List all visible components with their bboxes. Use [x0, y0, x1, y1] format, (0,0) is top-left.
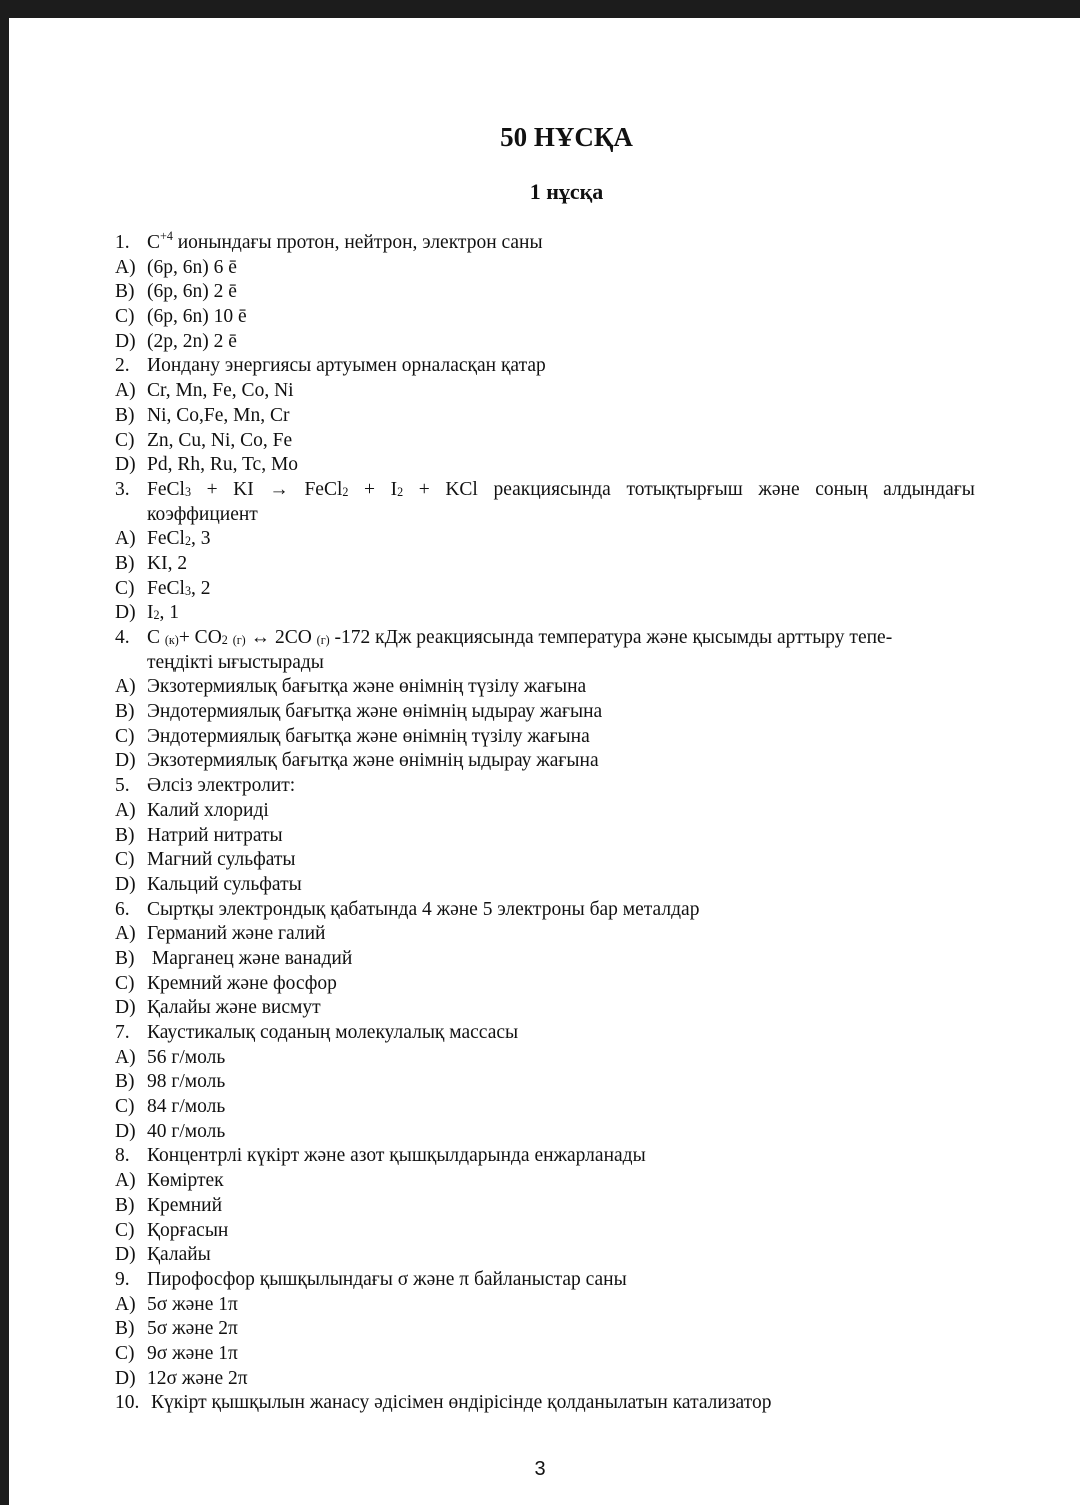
option: B) Марганец және ванадий — [115, 947, 353, 969]
option: C) FeCl$_3$, 2 — [115, 577, 211, 599]
option: A) FeCl$_2$, 3 — [115, 528, 211, 550]
option: D) Экзотермиялық бағытқа және өнімнің ыдырау жағына — [115, 750, 599, 772]
ion-charge: +4 — [160, 229, 173, 243]
question-6: 6. Сыртқы электрондық қабатында 4 және 5 электроны бар металдар — [115, 898, 700, 920]
formula-fecl3: FeCl$_3$ — [147, 478, 191, 500]
question-3: 3. FeCl$_3$ + KI → FeCl$_2$ + $I_2$ + KCl реакциясында тотықтырғыш және соның алдындағы — [115, 478, 975, 503]
option: C) Zn, Cu, Ni, Co, Fe — [115, 429, 293, 451]
option: D) Кальций сульфаты — [115, 873, 302, 895]
page-number: 3 — [534, 1458, 546, 1480]
formula-fecl2: FeCl$_2$ — [304, 478, 349, 500]
question-5: 5. Әлсіз электролит: — [115, 775, 296, 797]
option: C) 84 г/моль — [115, 1096, 226, 1118]
option: A) Көміртек — [115, 1170, 224, 1192]
option: B) 98 г/моль — [115, 1071, 226, 1093]
option: C) (6p, 6n) 10 ē — [115, 306, 247, 328]
variant-subtitle: 1 нұсқа — [529, 179, 604, 204]
option: B) Кремний — [115, 1194, 223, 1216]
question-text: ионындағы протон, нейтрон, электрон саны — [172, 232, 543, 253]
question-1 — [115, 231, 975, 256]
option: D) Pd, Rh, Ru, Tc, Mo — [115, 454, 299, 476]
question-number: 1. — [115, 232, 130, 253]
option: C) Магний сульфаты — [115, 849, 296, 871]
question-2: 2. Иондану энергиясы артуымен орналасқан қатар — [115, 355, 546, 377]
option: C) Кремний және фосфор — [115, 972, 337, 994]
option: B) Натрий нитраты — [115, 824, 283, 846]
question-4: 4. C $_{(к)}+ CO_2$ $_{(г)}$ ↔ 2CO $_{(г)}$ -172 кДж реакциясында температура және қысымды арттыру тепе- — [115, 627, 893, 648]
question-9: 9. Пирофосфор қышқылындағы σ және π байланыстар саны — [115, 1268, 627, 1290]
option: A) 56 г/моль — [115, 1046, 226, 1068]
reaction-line: FeCl$_3$ + KI → FeCl$_2$ + $I_2$ + KCl реакциясында тотықтырғыш және соның алдындағы — [147, 478, 975, 503]
option: C) Қорғасын — [115, 1219, 229, 1241]
option: B) (6p, 6n) 2 ē — [115, 281, 237, 303]
option: C) Эндотермиялық бағытқа және өнімнің түзілу жағына — [115, 725, 590, 747]
document-page — [9, 18, 1080, 1505]
option: D) (2p, 2n) 2 ē — [115, 330, 237, 352]
option: B) Ni, Co,Fe, Mn, Cr — [115, 404, 290, 426]
option: A) Германий және галий — [115, 923, 326, 945]
option: A) Калий хлориді — [115, 799, 269, 821]
page-title: 50 НҰСҚА — [500, 122, 633, 152]
option: D) 12σ және 2π — [115, 1367, 248, 1389]
option: D) $I_2$, 1 — [115, 602, 180, 624]
formula-i2: $I_2$ — [390, 478, 404, 500]
option: A) Cr, Mn, Fe, Co, Ni — [115, 380, 294, 402]
option: B) 5σ және 2π — [115, 1318, 238, 1340]
ion-symbol: C — [147, 232, 161, 253]
question-text: Иондану энергиясы артуымен орналасқан қатар — [147, 355, 546, 377]
question-continuation: коэффициент — [147, 503, 258, 525]
question-8: 8. Концентрлі күкірт және азот қышқылдарында енжарланады — [115, 1145, 646, 1167]
option: D) Қалайы — [115, 1244, 211, 1266]
question-continuation: теңдікті ығыстырады — [147, 651, 324, 673]
option: C) 9σ және 1π — [115, 1342, 238, 1364]
question-list — [115, 231, 975, 1416]
option: A) 5σ және 1π — [115, 1293, 238, 1315]
option: B) Эндотермиялық бағытқа және өнімнің ыдырау жағына — [115, 701, 603, 723]
option: B) KI, 2 — [115, 552, 188, 574]
option: A) Экзотермиялық бағытқа және өнімнің түзілу жағына — [115, 676, 587, 698]
question-7: 7. Каустикалық соданың молекулалық массасы — [115, 1022, 519, 1043]
option: A) (6p, 6n) 6 ē — [115, 256, 237, 278]
option: D) 40 г/моль — [115, 1120, 226, 1142]
question-10: 10. Күкірт қышқылын жанасу әдісімен өндірісінде қолданылатын катализатор — [115, 1392, 772, 1414]
option: D) Қалайы және висмут — [115, 997, 321, 1019]
